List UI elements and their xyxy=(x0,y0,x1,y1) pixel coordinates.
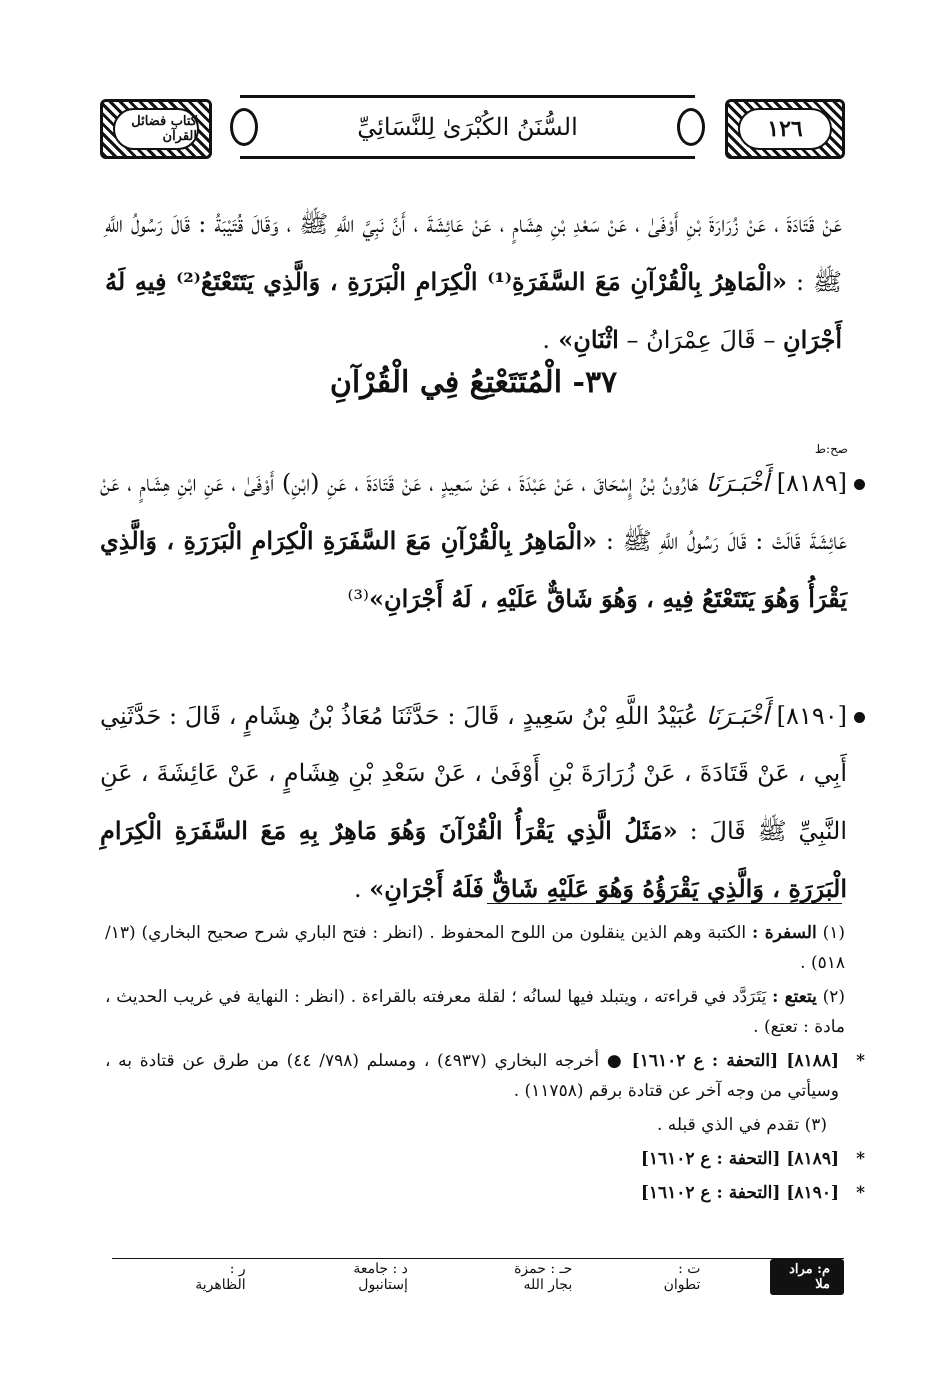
legend-r: ر : الظاهرية xyxy=(195,1261,246,1293)
title-frame xyxy=(240,95,695,159)
fn-text: الكتبة وهم الذين ينقلون من اللوح المحفوظ . (انظر : فتح الباري شرح صحيح البخاري) (١٣/ ٥١٨) . xyxy=(105,923,845,973)
page-number: ١٢٦ xyxy=(767,116,803,142)
manuscript-legend xyxy=(112,1261,844,1293)
fn-term: السفرة : xyxy=(752,923,817,943)
fn-text: يَتَرَدَّد في قراءته ، ويتبلد فيها لسانُه ؛ لقلة معرفته بالقراءة . (انظر : النهاية في غريب الحديث ، مادة : تعتع) . xyxy=(105,987,845,1037)
legend-d: د : جامعة إستانبول xyxy=(353,1261,408,1293)
end: . xyxy=(353,875,370,903)
akhbarana: أَخْبَـرَنَا xyxy=(705,469,769,497)
akhbarana: أَخْبَـرَنَا xyxy=(705,702,769,730)
intro-hadith: «الْمَاهِرُ بِالْقُرْآنِ مَعَ السَّفَرَةِ⁽¹⁾ الْكِرَامِ الْبَرَرَةِ ، وَالَّذِي يَتَتَعْتَعُ⁽²⁾ فِيهِ لَهُ أَجْرَانِ xyxy=(105,267,842,354)
footnote-8190 xyxy=(105,1178,865,1208)
intro-isnad: عَنْ قَتَادَةَ ، عَنْ زُرَارَةَ بْنِ أَوْفَىٰ ، عَنْ سَعْدِ بْنِ هِشَامٍ ، عَنْ عَائِشَةَ ، أَنَّ نَبِيَّ اللَّهِ ﷺ ، وَقَالَ قُتَيْبَةُ : قَالَ رَسُولُ اللَّهِ ﷺ : xyxy=(105,210,842,296)
footnote-2 xyxy=(105,982,845,1042)
matn: «مَثَلُ الَّذِي يَقْرَأُ الْقُرْآنَ وَهُوَ مَاهِرٌ بِهِ مَعَ السَّفَرَةِ الْكِرَامِ الْبَرَرَةِ ، وَالَّذِي يَقْرَؤُهُ وَهُوَ عَلَيْهِ شَاقٌّ فَلَهُ أَجْرَانِ» xyxy=(100,816,847,903)
intro-mid: – قَالَ عِمْرَانُ – xyxy=(618,326,783,354)
intro-end-bold: اثْنَانِ» xyxy=(549,325,619,354)
fn-ref: [٨١٩٠] [التحفة : ع ١٦١٠٢] xyxy=(640,1183,839,1203)
fn-ref: [٨١٨٨] [التحفة : ع ١٦١٠٢] xyxy=(631,1051,839,1071)
fn-term: يتعتع : xyxy=(772,987,817,1007)
isnad: هَارُونُ بْنُ إِسْحَاقَ ، عَنْ عَبْدَةَ ، عَنْ سَعِيدٍ ، عَنْ قَتَادَةَ ، عَنِ (ابْنِ) أَوْفَىٰ ، عَنِ ابْنِ هِشَامٍ ، عَنْ عَائِشَةَ قَالَتْ : قَالَ رَسُولُ اللَّهِ ﷺ : xyxy=(100,469,848,555)
chapter-emblem xyxy=(100,99,212,159)
matn: «الْمَاهِرُ بِالْقُرْآنِ مَعَ السَّفَرَةِ الْكِرَامِ الْبَرَرَةِ ، وَالَّذِي يَقْرَأُ وَهُوَ يَتَتَعْتَعُ فِيهِ ، وَهُوَ شَاقٌّ عَلَيْهِ ، لَهُ أَجْرَانِ» xyxy=(100,526,847,613)
book-title: السُّنَنُ الكُبْرَىٰ لِلنَّسَائِيِّ xyxy=(357,113,578,141)
fn-number: (٢) xyxy=(822,987,845,1007)
hadith-8190 xyxy=(100,688,847,918)
bottom-rule xyxy=(112,1258,844,1259)
chapter-heading: ٣٧- الْمُتَتَعْتِعُ فِي الْقُرْآنِ xyxy=(329,365,618,400)
legend-t: ت : تطوان xyxy=(663,1261,701,1293)
isnad: عُبَيْدُ اللَّهِ بْنُ سَعِيدٍ ، قَالَ : حَدَّثَنَا مُعَاذُ بْنُ هِشَامٍ ، قَالَ : حَدَّثَنِي أَبِي ، عَنْ قَتَادَةَ ، عَنْ زُرَارَةَ بْنِ أَوْفَىٰ ، عَنْ سَعْدِ بْنِ هِشَامٍ ، عَنْ عَائِشَةَ ، عَنِ النَّبِيِّ ﷺ قَالَ : xyxy=(100,702,847,845)
bullet-dot xyxy=(854,712,865,723)
hadith-number: [٨١٨٩] xyxy=(776,469,847,497)
bullet-dot xyxy=(854,479,865,490)
footnote-3: (٣) تقدم في الذي قبله . xyxy=(656,1115,827,1135)
marginal-note: صح:ط xyxy=(814,442,848,456)
page-number-frame xyxy=(725,99,845,159)
star-icon: * xyxy=(856,1051,865,1071)
page-header xyxy=(100,95,845,163)
star-icon: * xyxy=(856,1149,865,1169)
intro-paragraph xyxy=(105,196,842,369)
footnote-separator xyxy=(487,903,842,904)
footnote-8189 xyxy=(105,1144,865,1174)
footnote-mark: ⁽³⁾ xyxy=(347,585,369,613)
footnote-8188 xyxy=(105,1046,865,1106)
footnote-1 xyxy=(105,918,845,978)
star-icon: * xyxy=(856,1183,865,1203)
fn-text: ● أخرجه البخاري (٤٩٣٧) ، ومسلم (٧٩٨/ ٤٤) من طرق عن قتادة به ، وسيأتي من وجه آخر عن قتادة برقم (١١٧٥٨) . xyxy=(105,1051,839,1101)
fn-ref: [٨١٨٩] [التحفة : ع ١٦١٠٢] xyxy=(640,1149,839,1169)
emblem-text: كتاب فضائل القرآن xyxy=(131,114,197,144)
footnotes xyxy=(105,918,865,1212)
intro-end: . xyxy=(542,326,550,354)
legend-h: حـ : حمزة بجار الله xyxy=(514,1261,573,1293)
fn-number: (١) xyxy=(822,923,846,943)
hadith-number: [٨١٩٠] xyxy=(776,702,847,730)
hadith-8189 xyxy=(100,455,847,628)
legend-badge: م: مراد ملا xyxy=(770,1259,844,1295)
